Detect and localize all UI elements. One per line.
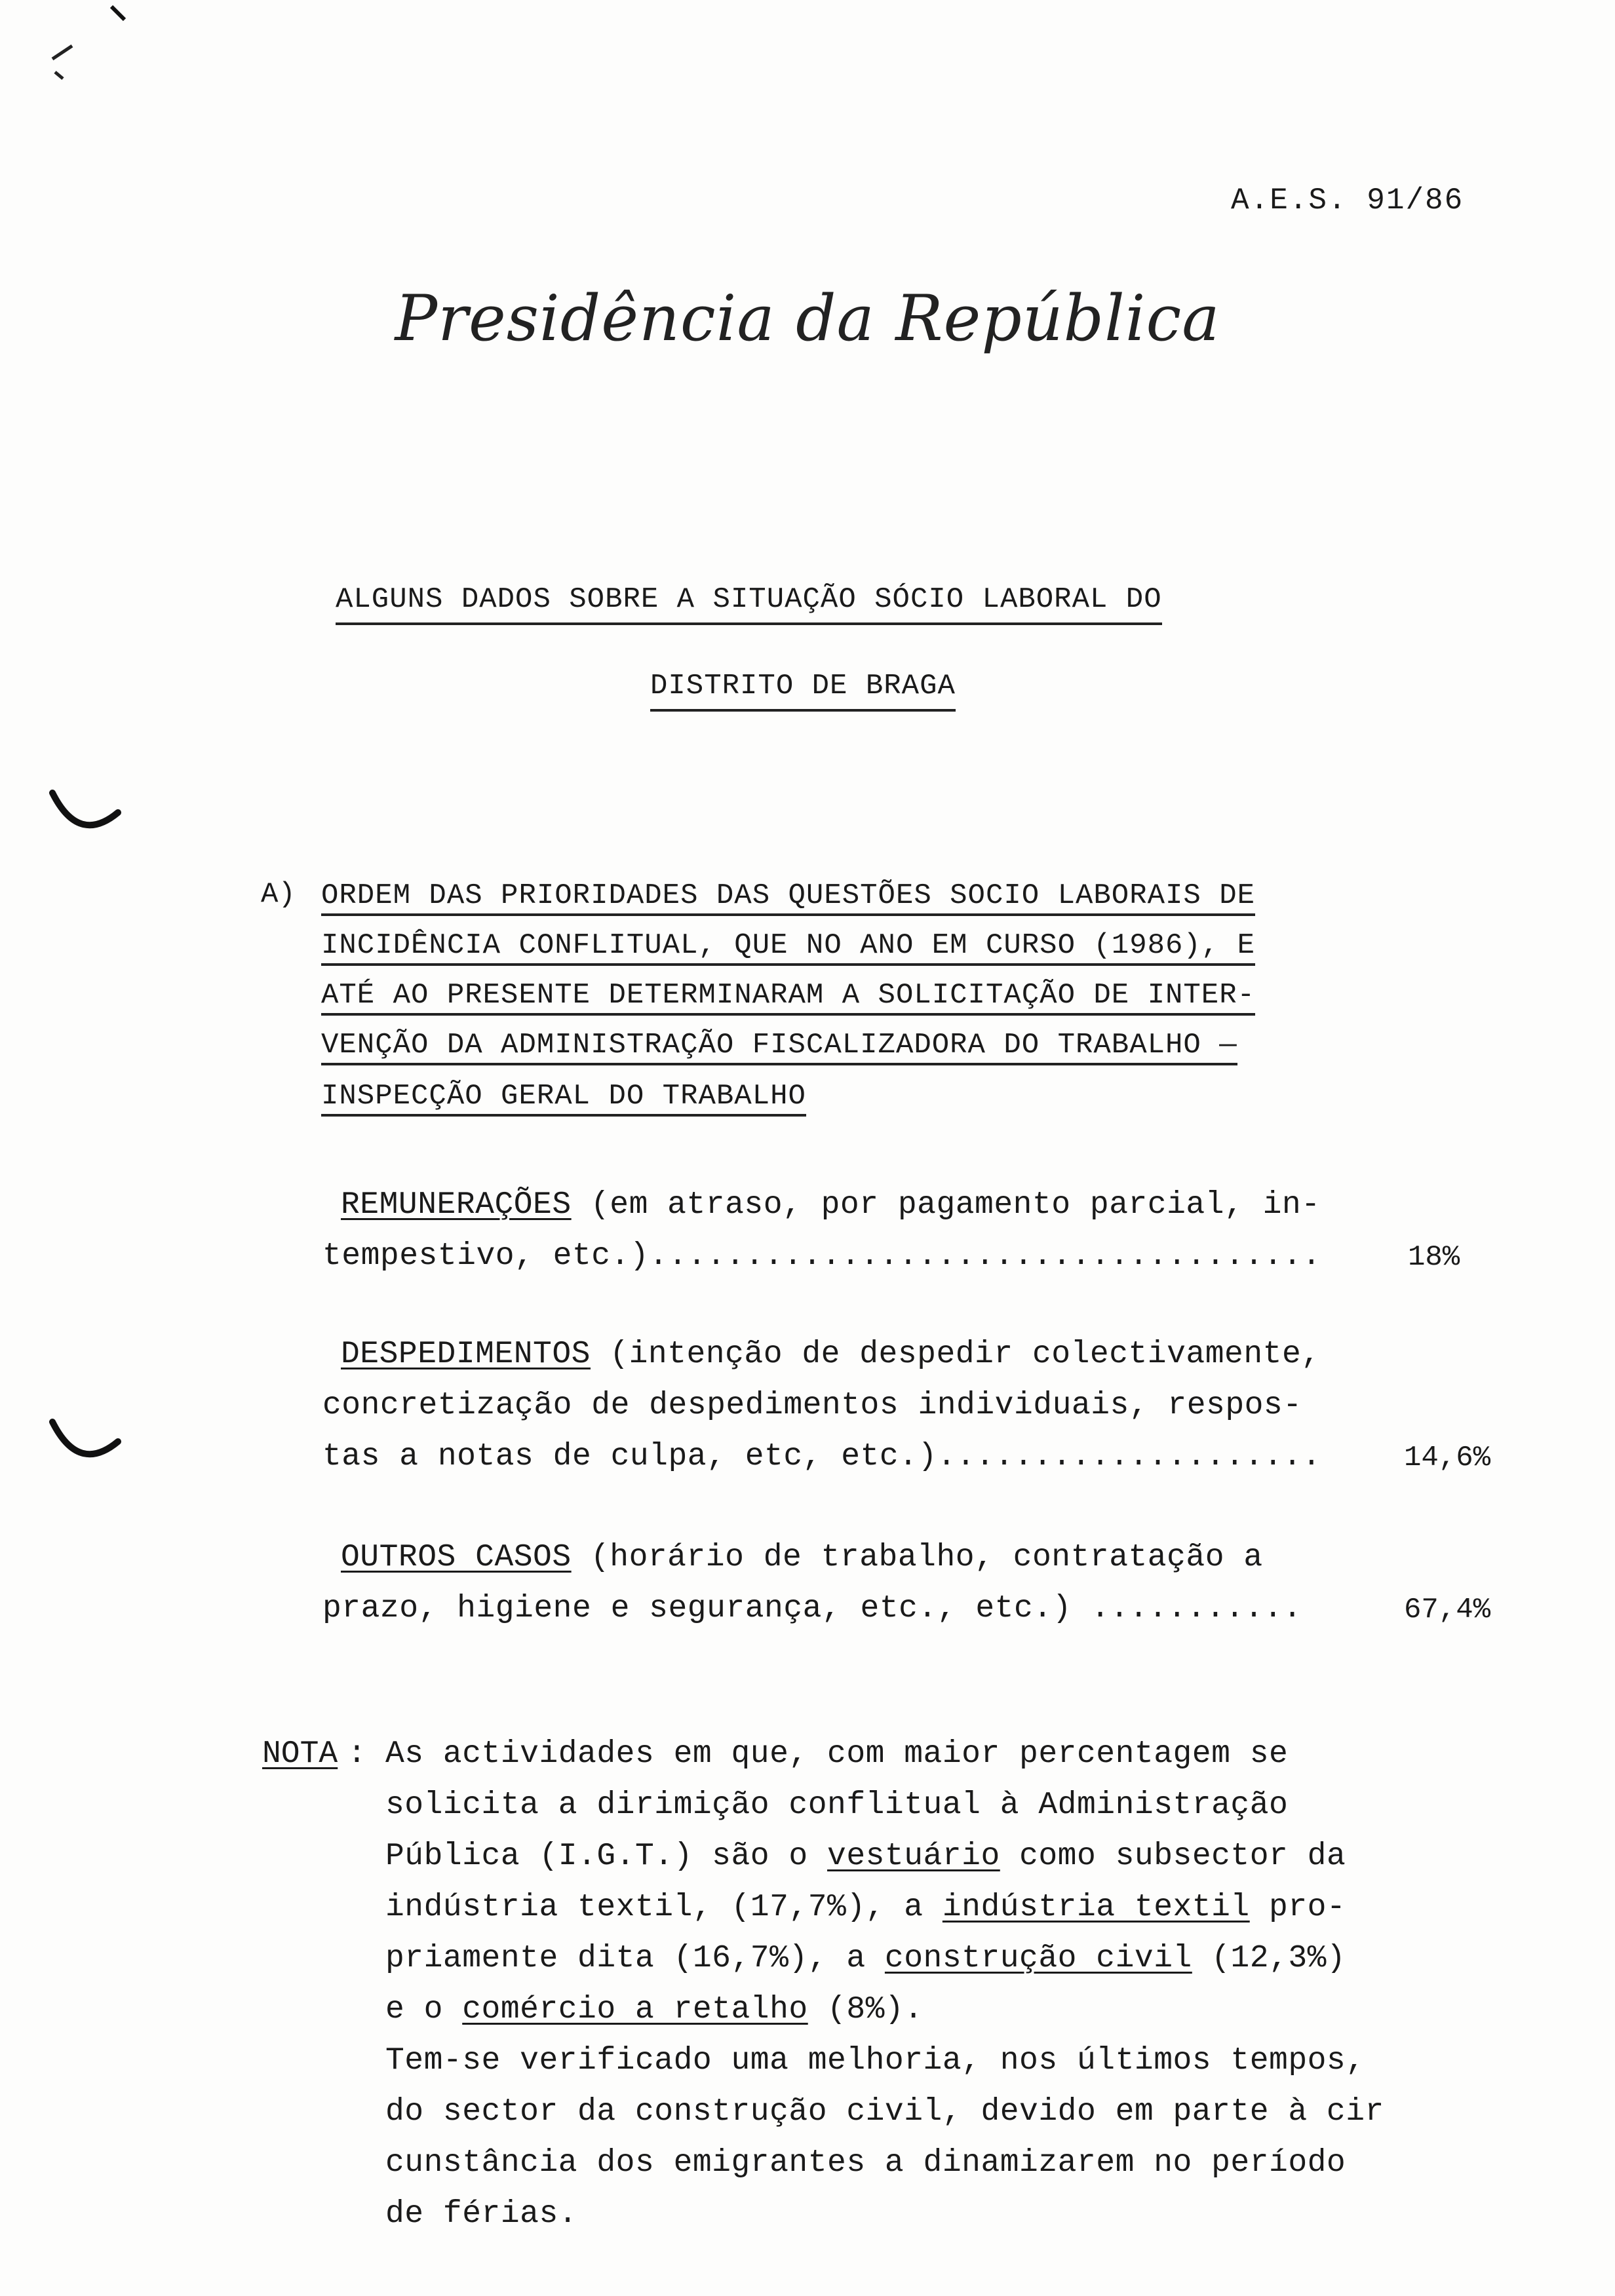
document-title-line-1: ALGUNS DADOS SOBRE A SITUAÇÃO SÓCIO LABORAL DO bbox=[336, 583, 1162, 625]
item-percent: 18% bbox=[1408, 1241, 1460, 1274]
nota-line: solicita a dirimição conflitual à Administração bbox=[385, 1788, 1289, 1823]
nota-line: priamente dita (16,7%), a construção civil (12,3%) bbox=[385, 1941, 1346, 1976]
item-term: DESPEDIMENTOS bbox=[341, 1337, 591, 1372]
nota-line: As actividades em que, com maior percentagem se bbox=[385, 1736, 1289, 1772]
section-a-heading-line: ATÉ AO PRESENTE DETERMINARAM A SOLICITAÇÃO DE INTER- bbox=[321, 976, 1255, 1014]
nota-line: cunstância dos emigrantes a dinamizarem no período bbox=[385, 2145, 1346, 2181]
nota-label: NOTA bbox=[262, 1736, 338, 1772]
section-a-heading-line: VENÇÃO DA ADMINISTRAÇÃO FISCALIZADORA DO TRABALHO — bbox=[321, 1026, 1237, 1064]
letterhead: Presidência da República bbox=[395, 282, 1220, 355]
section-a-label: A) bbox=[261, 878, 296, 911]
document-reference: A.E.S. 91/86 bbox=[1231, 183, 1464, 218]
item-despedimentos-line-3: tas a notas de culpa, etc, etc.).................... bbox=[322, 1439, 1321, 1474]
item-percent: 67,4% bbox=[1404, 1594, 1491, 1626]
document-title-line-2: DISTRITO DE BRAGA bbox=[650, 670, 956, 712]
item-term: REMUNERAÇÕES bbox=[341, 1187, 572, 1223]
nota-line: Pública (I.G.T.) são o vestuário como subsector da bbox=[385, 1839, 1346, 1874]
item-remuneracoes-line-2: tempestivo, etc.)................................... bbox=[322, 1238, 1321, 1274]
nota-colon: : bbox=[347, 1736, 366, 1772]
nota-line: Tem-se verificado uma melhoria, nos últimos tempos, bbox=[385, 2043, 1365, 2078]
section-a-heading-line: INSPECÇÃO GERAL DO TRABALHO bbox=[321, 1077, 806, 1115]
item-outros-casos-line-2: prazo, higiene e segurança, etc., etc.) ........... bbox=[322, 1591, 1302, 1626]
nota-line: e o comércio a retalho (8%). bbox=[385, 1992, 924, 2027]
nota-line: do sector da construção civil, devido em parte à cir bbox=[385, 2094, 1384, 2130]
section-a-heading-line: INCIDÊNCIA CONFLITUAL, QUE NO ANO EM CURSO (1986), E bbox=[321, 927, 1255, 965]
item-outros-casos-line-1: OUTROS CASOS (horário de trabalho, contratação a bbox=[341, 1540, 1263, 1575]
item-despedimentos-line-1: DESPEDIMENTOS (intenção de despedir colectivamente, bbox=[341, 1337, 1321, 1372]
section-a-heading-line: ORDEM DAS PRIORIDADES DAS QUESTÕES SOCIO LABORAIS DE bbox=[321, 877, 1255, 915]
item-term: OUTROS CASOS bbox=[341, 1540, 572, 1575]
nota-line: indústria textil, (17,7%), a indústria textil pro- bbox=[385, 1890, 1346, 1925]
nota-line: de férias. bbox=[385, 2196, 578, 2232]
item-remuneracoes-line-1: REMUNERAÇÕES (em atraso, por pagamento parcial, in- bbox=[341, 1187, 1321, 1223]
item-percent: 14,6% bbox=[1404, 1442, 1491, 1474]
item-despedimentos-line-2: concretização de despedimentos individuais, respos- bbox=[322, 1388, 1302, 1423]
